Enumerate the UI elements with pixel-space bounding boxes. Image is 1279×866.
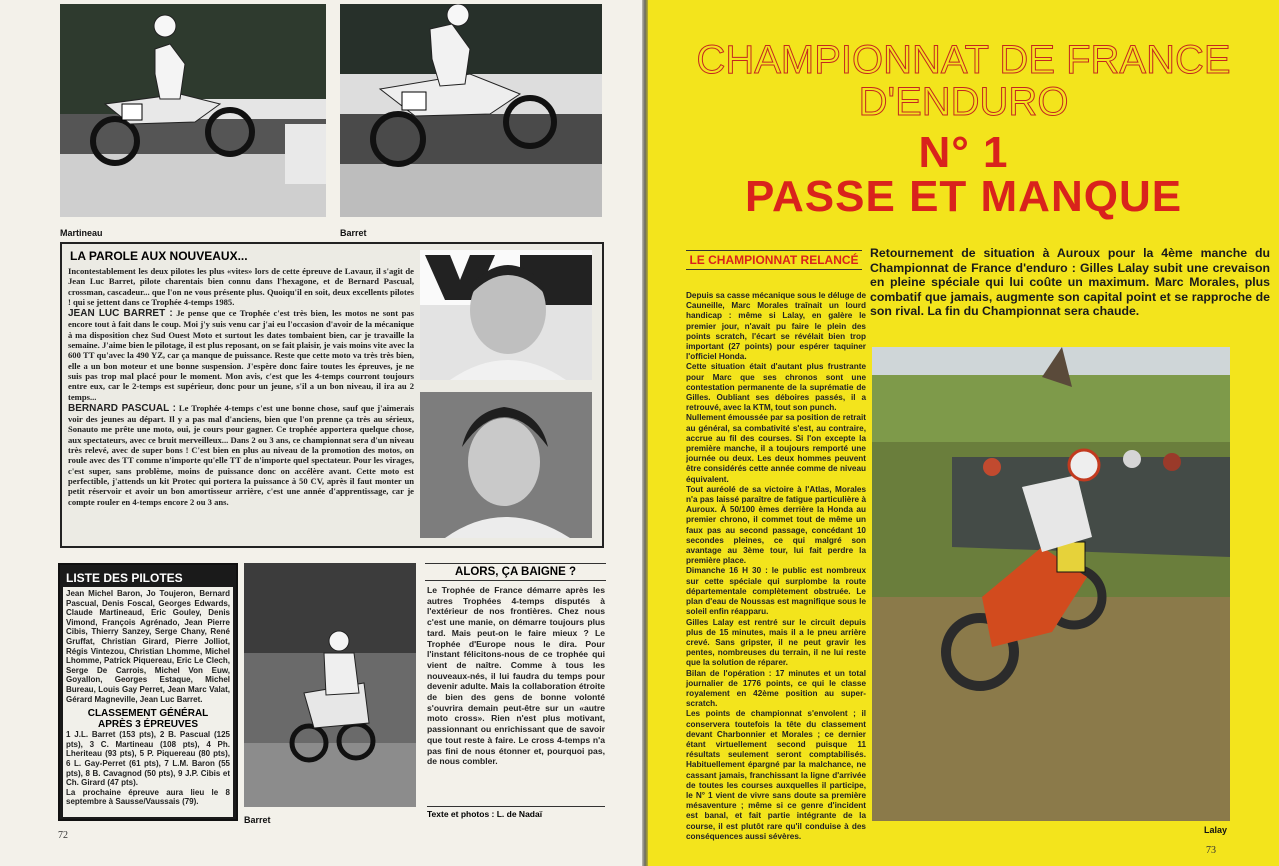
photo-martineau-jump [60,4,326,217]
motocross-jump-illustration [340,4,602,217]
column-paragraph: Les points de championnat s'envolent ; il conservera toutefois la tête du classement devant Charbonnier et Morales ; ce dernier étant virtuellement second puisque 11 résultats seulement seront comptabilisés. Habituellement épargné par la malchance, ne cassant jamais, franchissant la ligne d'arrivée de toutes les courses auxquelles il participe, le N° 1 vient de vivre sans doute sa première mésaventure ; même si ce genre d'incident est banal, et fait partie intégrante de la course, il est plutôt rare qu'il conduise à des conséquences aussi sévères. [686,709,866,841]
parole-box [60,242,604,548]
column-paragraph: Tout auréolé de sa victoire à l'Atlas, Morales n'a pas laissé paraître de fatigue particulière à Auroux. À 50/100 èmes derrière la Honda au premier chrono, il commet tout de même un faux pas au second passage, concédant 10 secondes pleines, ce qui malgré son avantage au 3ème tour, lui fait perdre la première place. [686,484,866,566]
pilotes-list: Jean Michel Baron, Jo Toujeron, Bernard Pascual, Denis Foscal, Georges Edwards, Claude Martineaud, Eric Gouley, Denis Vimond, François Agrénado, Jean Pierre Cibis, Thierry Sanzey, Serge Chany, René Gruffat, Christian Girard, Pierre Jolliot, Régis Vintezou, Christian Lhomme, Michel Lhomme, Patrick Piquereau, Eric Le Clech, Serge De Carrois, Michel Von Euw, Goyallon, Georges Estaque, Michel Bureau, Louis Gay Perret, Jean Marc Valat, Gérard Magneville, Jean Luc Barret. [66,589,230,704]
baigne-text: Le Trophée de France démarre après les autres Trophées 4-temps disputés à l'extérieur de nos frontières. Chez nous c'est une manie, on démarre toujours plus tard. Mais peut-on le faire mieux ? Le Trophée d'Europe nous le dira. Pour l'instant félicitons-nous de ce trophée qui vient de naître. Comme à tous les nouveaux-nés, il lui faudra du temps pour devenir adulte. Mais la collaboration étroite de bien des gens de bonne volonté s'ouvrira demain peut-être sur un «autre moto cross». Rien n'est plus motivant, passionnant ou enrichissant que de savoir que tout reste à faire. Le cross 4-temps n'a pas fini de nous étonner et, pourquoi pas, de nous combler. [427,585,605,767]
title-line2: D'ENDURO [858,80,1069,124]
photo-barret-jump [340,4,602,217]
baigne-credit: Texte et photos : L. de Nadaï [427,806,605,819]
portrait-barret [420,250,592,380]
title-line1: CHAMPIONNAT DE FRANCE [696,38,1231,82]
page-number-left: 72 [58,830,68,841]
barret-lead: JEAN LUC BARRET : [68,308,173,320]
pilotes-box-title: LISTE DES PILOTES [66,571,183,585]
right-page [648,0,1279,866]
parole-box-body [68,266,414,508]
column-paragraph: Gilles Lalay est rentré sur le circuit depuis plus de 15 minutes, mais il a le pneu arrière crevé. Sans gripster, il ne peut gravir les pentes, nombreuses du terrain, il ne lui reste que la solution de réparer. [686,617,866,668]
page-number-right: 73 [1206,845,1216,856]
caption-photo1: Martineau [60,228,103,238]
headline-passe-manque: PASSE ET MANQUE [744,172,1183,221]
pascual-text: Le Trophée 4-temps c'est une bonne chose, sauf que j'aimerais voir des jeunes au départ. Il y a pas mal d'anciens, bien que l'on prenne ça très au sérieux, Sonauto me prête une moto, oui, je cours pour gagner. Ce trophée apportera quelque chose, aux spectateurs, avec ce bruit merveilleux... Dans 2 ou 3 ans, ce championnat sera d'un niveau très relevé, avec de super bons ! C'est bien en plus au niveau de la promotion des motos, on roule avec des TT comme n'importe qu'elle TT de n'importe quel spectateur. Pour les virages, c'est super, sans problème, moins de puissance donc on accélère avant. Cette moto est perfectible, j'attends un kit Protec qui portera la puissance à 50 CV, après il faut monter un petit réservoir et avoir un bon amortisseur arrière, c'est une année d'apprentissage, car je compte rouler en 4-temps encore 2 ou 3 ans. [68,402,414,507]
parole-intro: Incontestablement les deux pilotes les plus «vites» lors de cette épreuve de Lavaur, il s'agit de Jean Luc Barret, pilote charentais bien connu dans l'hexagone, et de Bernard Pascual, crossman, cascadeur... que l'on ne vous présente plus. Quoiqu'il en soit, deux excellents pilotes ! qui se jettent dans ce Trophée 4-temps 1985. [68,266,414,307]
barret-text: Je pense que ce Trophée c'est très bien, les motos ne sont pas encore tout à fait dans le coup. Moi j'y suis venu car j'ai eu l'occasion d'avoir de la mécanique à ma disposition chez Sud Ouest Moto et surtout les dates tombaient bien, car je travaille la semaine. J'aime bien le pilotage, il est plus reposant, on se fait plaisir, je vais moins vite avec la 600 TT qu'avec la 490 YZ, car ça manque de puissance. Reste que cette moto va très très bien, elle a un bon moteur et une bonne suspension. J'espère donc faire toutes les épreuves, je ne suis pas trop mal placé pour le moment. Mon avis, c'est que les 4-temps courront toujours entre eux, car le 2-temps est supérieur, donc pour un jeune, s'il a un bon niveau, il ira au 2 temps... [68,308,414,402]
enduro-rider-illustration [872,347,1230,821]
portrait-illustration [420,392,592,538]
headline-no1: N° 1 [918,128,1009,177]
baigne-box [425,563,606,821]
caption-lalay: Lalay [1204,825,1228,835]
caption-photo5: Barret [244,815,271,825]
intro-paragraph: Retournement de situation à Auroux pour la 4ème manche du Championnat de France d'enduro : Gilles Lalay subit une crevaison en pleine spéciale qui lui coûte un maximum. Marc Morales, plus combatif que jamais, augmente son capital point et se rapproche de son rival. La fin du Championnat sera chaude. [870,246,1270,319]
baigne-box-title: ALORS, ÇA BAIGNE ? [425,563,606,581]
caption-photo2: Barret [340,228,367,238]
column-paragraph: Nullement émoussée par sa position de retrait au général, sa combativité s'est, au contraire, accrue au fil des courses. Si l'on excepte la première manche, il a toujours remporté une journée ou deux. Les deux hommes peuvent être considérés cette année comme de niveau équivalent. [686,413,866,484]
column-paragraph: Bilan de l'opération : 17 minutes et un total journalier de 1776 points, ce qui le classe royalement en 42ème position au super-scratch. [686,668,866,709]
motocross-jump-illustration [60,4,326,217]
portrait-illustration [420,250,592,380]
motocross-race-illustration [244,563,416,807]
classement-title-1: CLASSEMENT GÉNÉRAL [87,708,209,720]
prochaine-epreuve: La prochaine épreuve aura lieu le 8 septembre à Sausse/Vaussais (79). [66,787,230,807]
photo-barret-race [244,563,416,807]
pilotes-box-inner [63,587,233,817]
portrait-pascual [420,392,592,538]
pascual-lead: BERNARD PASCUAL : [68,402,176,414]
article-column [686,291,866,842]
column-paragraph: Depuis sa casse mécanique sous le déluge de Cauneille, Marc Morales traînait un lourd handicap : même si Lalay, en galère le premier jour, n'avait pu faire le plein des points scratch, l'écart se révélait bien trop important (27 points) pour espérer taquiner l'officiel Honda. [686,291,866,362]
parole-box-title: LA PAROLE AUX NOUVEAUX... [70,249,248,263]
pilotes-box [58,563,238,821]
column-paragraph: Dimanche 16 H 30 : le public est nombreux sur cette spéciale qui surplombe la route départementale complètement obstruée. Le plan d'eau de Noussas est magnifique sous le soleil enfin réapparu. [686,566,866,617]
column-paragraph: Cette situation était d'autant plus frustrante pour Marc que ses chronos sont une contestation permanente de la suprématie de Gilles. Oubliant ses déboires passés, il a retrouvé, avec la KTM, tout son punch. [686,362,866,413]
classement-title-2: APRÈS 3 ÉPREUVES [97,719,199,731]
section-head-championnat: LE CHAMPIONNAT RELANCÉ [686,250,862,270]
photo-lalay-enduro [872,347,1230,821]
classement-text: 1 J.L. Barret (153 pts), 2 B. Pascual (125 pts), 3 C. Martineau (108 pts), 4 Ph. Lheriteau (93 pts), 5 P. Piquereau (80 pts), 6 L. Gay-Perret (61 pts), 7 L.M. Baron (55 pts), 8 B. Cavagnod (50 pts), 9 J.P. Cibis et Ch. Girard (47 pts). [66,730,230,788]
